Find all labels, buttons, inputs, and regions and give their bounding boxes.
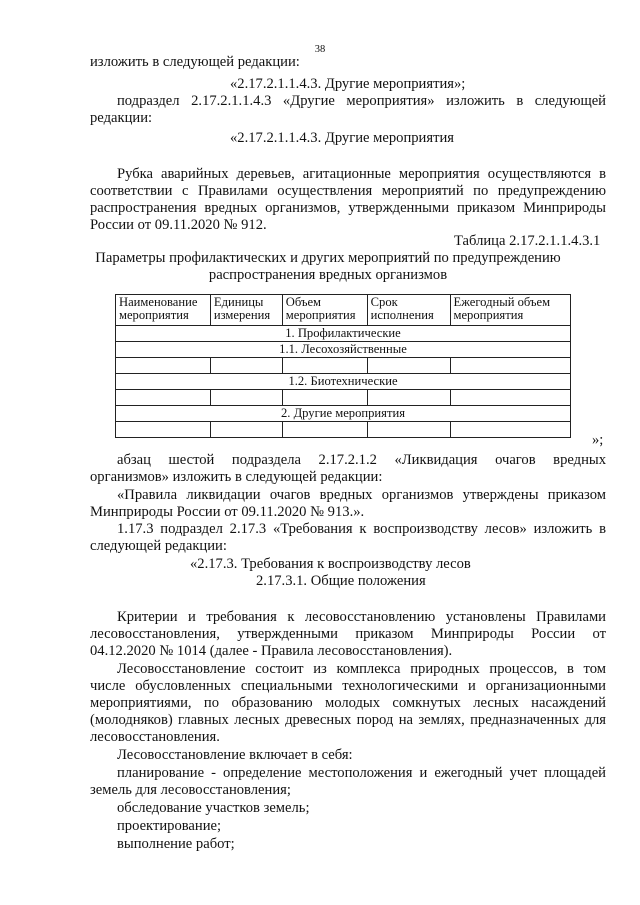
- text-line: «Правила ликвидации очагов вредных организмов утверждены приказом: [117, 487, 606, 503]
- text-line: Минприроды России от 09.11.2020 № 913.».: [90, 504, 365, 520]
- text-line: следующей редакции:: [90, 538, 227, 554]
- text-line: подраздел 2.17.2.1.1.4.3 «Другие мероприятия» изложить в следующей: [117, 93, 606, 109]
- text-line: соответствии с Правилами осуществления мероприятий по предупреждению: [90, 183, 606, 199]
- text-line: проектирование;: [117, 818, 222, 834]
- header-cell: Объем мероприятия: [282, 295, 367, 326]
- section-heading: «2.17.3. Требования к воспроизводству лесов: [190, 556, 471, 572]
- text-line: обследование участков земель;: [117, 800, 310, 816]
- table-section-row: [116, 326, 571, 342]
- table-row: [116, 358, 571, 374]
- text-line: Критерии и требования к лесовосстановлению установлены Правилами: [117, 609, 606, 625]
- text-line: земель для лесовосстановления;: [90, 782, 291, 798]
- text-line: «2.17.2.1.1.4.3. Другие мероприятия»;: [230, 76, 466, 92]
- text-line: 1.17.3 подраздел 2.17.3 «Требования к воспроизводству лесов» изложить в: [117, 521, 606, 537]
- text-line: России от 09.11.2020 № 912.: [90, 217, 267, 233]
- text-line: планирование - определение местоположения и ежегодный учет площадей: [117, 765, 606, 781]
- table-section-row: [116, 406, 571, 422]
- text-line: (молодняков) главных лесных древесных пород на землях, предназначенных для: [90, 712, 606, 728]
- text-line: 04.12.2020 № 1014 (далее - Правила лесовосстановления).: [90, 643, 453, 659]
- text-line: выполнение работ;: [117, 836, 235, 852]
- header-cell: Единицы измерения: [210, 295, 282, 326]
- text-line: Лесовосстановление включает в себя:: [117, 747, 353, 763]
- section-heading: «2.17.2.1.1.4.3. Другие мероприятия: [230, 130, 454, 146]
- text-line: лесовосстановления.: [90, 729, 220, 745]
- parameters-table: [115, 294, 571, 438]
- subsection-heading: 2.17.3.1. Общие положения: [256, 573, 426, 589]
- section-cell: 1.2. Биотехнические: [116, 374, 571, 390]
- section-cell: 1. Профилактические: [116, 326, 571, 342]
- text-line: абзац шестой подраздела 2.17.2.1.2 «Ликвидация очагов вредных: [117, 452, 606, 468]
- page-number: 38: [314, 44, 326, 55]
- text-line: мероприятиями, по образованию молодых сомкнутых лесных насаждений: [90, 695, 606, 711]
- text-line: лесовосстановления, утвержденными приказом Минприроды России от: [90, 626, 606, 642]
- header-cell: Ежегодный объем мероприятия: [450, 295, 571, 326]
- text-line: организмов» изложить в следующей редакции:: [90, 469, 383, 485]
- text-line: изложить в следующей редакции:: [90, 54, 300, 70]
- section-cell: 2. Другие мероприятия: [116, 406, 571, 422]
- table-section-row: [116, 342, 571, 358]
- header-cell: Наименование мероприятия: [116, 295, 211, 326]
- table-row: [116, 422, 571, 438]
- text-line: Лесовосстановление состоит из комплекса природных процессов, в том: [117, 661, 606, 677]
- text-line: редакции:: [90, 110, 153, 126]
- text-line: Рубка аварийных деревьев, агитационные мероприятия осуществляются в: [117, 166, 606, 182]
- table-section-row: [116, 374, 571, 390]
- table-title: распространения вредных организмов: [208, 267, 448, 283]
- section-cell: 1.1. Лесохозяйственные: [116, 342, 571, 358]
- table-header-row: [116, 295, 571, 326]
- table-row: [116, 390, 571, 406]
- text-line: числе обусловленных специальными технологическими и организационными: [90, 678, 606, 694]
- table-label: Таблица 2.17.2.1.1.4.3.1: [454, 233, 601, 249]
- header-cell: Срок исполнения: [367, 295, 450, 326]
- closing-quote: »;: [592, 432, 604, 448]
- table-title: Параметры профилактических и других мероприятий по предупреждению: [95, 250, 561, 266]
- text-line: распространения вредных организмов, утвержденными приказом Минприроды: [90, 200, 606, 216]
